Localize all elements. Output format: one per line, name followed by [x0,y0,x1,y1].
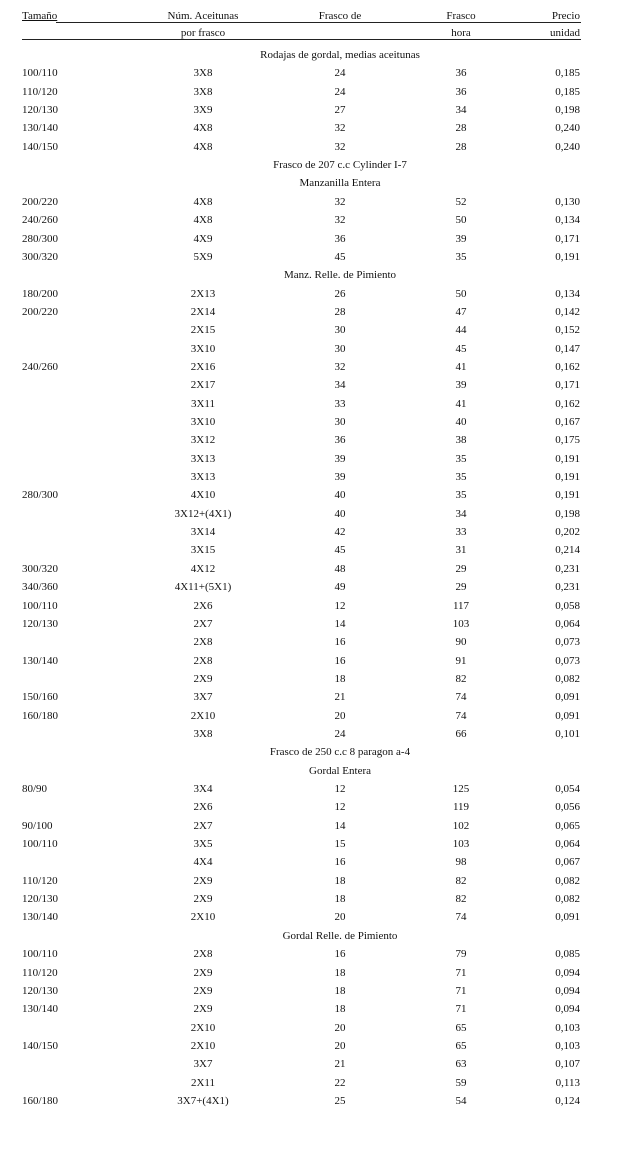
cell-jar-of: 42 [334,526,346,539]
cell-jar-of: 20 [334,911,346,924]
cell-jar-of: 32 [334,140,346,153]
cell-unit-price: 0,073 [555,654,580,667]
header-rule-top [56,22,581,23]
cell-size: 120/130 [22,104,59,117]
cell-jar-of: 12 [334,599,346,612]
cell-jars-per-hour: 117 [452,599,470,612]
cell-jars-per-hour: 34 [455,507,467,520]
cell-size: 120/130 [22,984,59,997]
cell-jars-per-hour: 66 [455,727,467,740]
cell-jar-of: 24 [334,67,346,80]
cell-jar-of: 36 [334,232,346,245]
cell-unit-price: 0,103 [555,1039,580,1052]
cell-num-olives: 2X8 [193,636,213,649]
cell-jars-per-hour: 71 [455,984,467,997]
cell-jars-per-hour: 103 [452,838,470,851]
cell-unit-price: 0,231 [555,581,580,594]
cell-unit-price: 0,231 [555,562,580,575]
cell-num-olives: 2X11 [190,1076,216,1089]
cell-jar-of: 27 [334,104,346,117]
cell-jars-per-hour: 63 [455,1058,467,1071]
cell-jar-of: 39 [334,471,346,484]
cell-num-olives: 2X10 [190,1039,216,1052]
cell-jars-per-hour: 35 [455,471,467,484]
cell-jars-per-hour: 34 [455,104,467,117]
cell-jars-per-hour: 65 [455,1039,467,1052]
cell-jar-of: 40 [334,507,346,520]
cell-unit-price: 0,240 [555,122,580,135]
cell-size: 200/220 [22,195,59,208]
cell-unit-price: 0,198 [555,104,580,117]
cell-unit-price: 0,094 [555,966,580,979]
cell-size: 280/300 [22,489,59,502]
cell-unit-price: 0,134 [555,287,580,300]
cell-num-olives: 3X8 [193,67,213,80]
cell-size: 110/120 [22,874,58,887]
cell-size: 100/110 [22,838,58,851]
cell-jar-of: 18 [334,1003,346,1016]
cell-unit-price: 0,113 [555,1076,580,1089]
header-size: Tamaño [22,10,58,22]
cell-jars-per-hour: 65 [455,1021,467,1034]
cell-jars-per-hour: 47 [455,305,467,318]
cell-jars-per-hour: 79 [455,948,467,961]
cell-jar-of: 20 [334,1021,346,1034]
cell-num-olives: 5X9 [193,250,213,263]
cell-num-olives: 2X10 [190,911,216,924]
cell-num-olives: 4X11+(5X1) [174,581,232,594]
header-price: Precio [551,10,580,22]
cell-jar-of: 16 [334,636,346,649]
cell-unit-price: 0,171 [555,379,580,392]
cell-jar-of: 33 [334,397,346,410]
cell-size: 340/360 [22,581,59,594]
cell-jars-per-hour: 35 [455,250,467,263]
header-hour: hora [451,27,471,39]
cell-jars-per-hour: 29 [455,562,467,575]
cell-num-olives: 2X9 [193,893,213,906]
cell-jars-per-hour: 71 [455,966,467,979]
cell-num-olives: 2X7 [193,617,213,630]
cell-size: 300/320 [22,250,59,263]
cell-size: 240/260 [22,360,59,373]
cell-jars-per-hour: 40 [455,416,467,428]
cell-jar-of: 34 [334,379,346,392]
cell-jar-of: 18 [334,672,346,685]
cell-size: 140/150 [22,1039,59,1052]
cell-jar-of: 48 [334,562,346,575]
cell-num-olives: 2X14 [190,305,216,318]
cell-jars-per-hour: 50 [455,214,467,227]
cell-jar-of: 24 [334,85,346,98]
cell-unit-price: 0,240 [555,140,580,153]
cell-size: 180/200 [22,287,59,300]
cell-jar-of: 12 [334,801,346,814]
cell-num-olives: 3X4 [193,783,213,795]
cell-unit-price: 0,056 [555,801,580,814]
cell-unit-price: 0,162 [555,397,580,410]
cell-unit-price: 0,064 [555,838,580,851]
cell-num-olives: 2X9 [193,966,213,979]
cell-size: 160/180 [22,709,59,722]
cell-size: 130/140 [22,654,59,667]
cell-unit-price: 0,152 [555,324,580,337]
cell-num-olives: 3X7 [193,691,213,704]
cell-jars-per-hour: 119 [452,801,470,814]
cell-unit-price: 0,185 [555,85,580,98]
cell-unit-price: 0,171 [555,232,580,245]
cell-unit-price: 0,101 [555,727,580,740]
cell-unit-price: 0,175 [555,434,580,447]
cell-jars-per-hour: 39 [455,379,467,392]
cell-jar-of: 30 [334,416,346,428]
cell-unit-price: 0,198 [555,507,580,520]
cell-unit-price: 0,142 [555,305,580,318]
cell-size: 300/320 [22,562,59,575]
cell-jars-per-hour: 71 [455,1003,467,1016]
section-heading: Gordal Relle. de Pimiento [282,929,398,942]
cell-unit-price: 0,067 [555,856,580,869]
cell-num-olives: 4X10 [190,489,216,502]
header-jar-of: Frasco de [318,10,362,22]
cell-jars-per-hour: 35 [455,489,467,502]
cell-num-olives: 2X7 [193,819,213,832]
cell-jar-of: 32 [334,122,346,135]
cell-jar-of: 18 [334,874,346,887]
cell-size: 160/180 [22,1094,59,1107]
cell-size: 150/160 [22,691,59,704]
cell-jar-of: 25 [334,1094,346,1107]
cell-unit-price: 0,103 [555,1021,580,1034]
cell-jars-per-hour: 90 [455,636,467,649]
cell-jars-per-hour: 98 [455,856,467,869]
cell-jars-per-hour: 44 [455,324,467,337]
cell-num-olives: 3X8 [193,85,213,98]
cell-jar-of: 14 [334,617,346,630]
cell-jars-per-hour: 36 [455,67,467,80]
cell-size: 120/130 [22,617,59,630]
cell-unit-price: 0,082 [555,874,580,887]
cell-num-olives: 4X8 [193,214,213,227]
cell-unit-price: 0,130 [555,195,580,208]
cell-jar-of: 15 [334,838,346,851]
cell-jar-of: 22 [334,1076,346,1089]
cell-size: 240/260 [22,214,59,227]
cell-num-olives: 4X12 [190,562,216,575]
cell-num-olives: 2X9 [193,984,213,997]
cell-jars-per-hour: 36 [455,85,467,98]
cell-jar-of: 32 [334,195,346,208]
cell-jar-of: 18 [334,893,346,906]
header-per-jar: por frasco [180,27,226,39]
cell-size: 130/140 [22,122,59,135]
cell-unit-price: 0,058 [555,599,580,612]
cell-num-olives: 2X10 [190,1021,216,1034]
cell-unit-price: 0,094 [555,1003,580,1016]
cell-jars-per-hour: 31 [455,544,467,557]
cell-unit-price: 0,147 [555,342,580,355]
section-heading: Frasco de 250 c.c 8 paragon a-4 [269,746,411,759]
cell-num-olives: 3X9 [193,104,213,117]
cell-num-olives: 3X10 [190,416,216,428]
cell-jars-per-hour: 82 [455,672,467,685]
section-heading: Frasco de 207 c.c Cylinder I-7 [273,159,407,172]
section-heading: Manzanilla Entera [299,177,381,190]
cell-jar-of: 16 [334,948,346,961]
cell-num-olives: 3X10 [190,342,216,355]
cell-jar-of: 14 [334,819,346,832]
cell-num-olives: 2X17 [190,379,216,392]
cell-unit-price: 0,167 [555,416,580,428]
cell-num-olives: 2X6 [193,599,213,612]
cell-num-olives: 3X11 [190,397,216,410]
cell-num-olives: 3X5 [193,838,213,851]
cell-unit-price: 0,107 [555,1058,580,1071]
cell-jars-per-hour: 102 [452,819,470,832]
cell-num-olives: 3X7+(4X1) [177,1094,229,1107]
cell-jars-per-hour: 38 [455,434,467,447]
cell-num-olives: 2X13 [190,287,216,300]
cell-num-olives: 3X8 [193,727,213,740]
cell-jar-of: 45 [334,544,346,557]
cell-num-olives: 4X4 [193,856,213,869]
cell-num-olives: 2X6 [193,801,213,814]
header-rule-bottom [22,39,581,40]
cell-jar-of: 30 [334,342,346,355]
cell-jars-per-hour: 82 [455,893,467,906]
cell-num-olives: 3X14 [190,526,216,539]
cell-jar-of: 45 [334,250,346,263]
cell-size: 80/90 [22,783,48,795]
cell-jars-per-hour: 29 [455,581,467,594]
cell-num-olives: 2X15 [190,324,216,337]
cell-num-olives: 3X15 [190,544,216,557]
cell-jar-of: 28 [334,305,346,318]
cell-size: 100/110 [22,599,58,612]
cell-jar-of: 32 [334,214,346,227]
cell-jars-per-hour: 33 [455,526,467,539]
cell-jars-per-hour: 45 [455,342,467,355]
cell-jars-per-hour: 91 [455,654,467,667]
cell-jars-per-hour: 39 [455,232,467,245]
header-num-olives: Núm. Aceitunas [167,10,239,22]
cell-num-olives: 2X8 [193,654,213,667]
cell-jar-of: 18 [334,984,346,997]
section-heading: Manz. Relle. de Pimiento [283,269,397,282]
cell-jar-of: 30 [334,324,346,337]
cell-size: 140/150 [22,140,59,153]
cell-jars-per-hour: 74 [455,691,467,704]
cell-size: 280/300 [22,232,59,245]
cell-unit-price: 0,094 [555,984,580,997]
cell-jars-per-hour: 82 [455,874,467,887]
cell-jars-per-hour: 74 [455,911,467,924]
cell-unit-price: 0,082 [555,893,580,906]
cell-unit-price: 0,214 [555,544,580,557]
cell-jar-of: 39 [334,452,346,465]
cell-jar-of: 21 [334,1058,346,1071]
cell-num-olives: 2X10 [190,709,216,722]
cell-unit-price: 0,091 [555,691,580,704]
cell-jars-per-hour: 28 [455,122,467,135]
cell-size: 100/110 [22,948,58,961]
cell-num-olives: 4X8 [193,195,213,208]
cell-num-olives: 4X8 [193,140,213,153]
cell-jar-of: 36 [334,434,346,447]
cell-unit-price: 0,134 [555,214,580,227]
cell-unit-price: 0,191 [555,489,580,502]
section-heading: Gordal Entera [309,764,371,777]
cell-num-olives: 2X9 [193,874,213,887]
header-jar: Frasco [446,10,476,22]
cell-size: 200/220 [22,305,59,318]
cell-unit-price: 0,064 [555,617,580,630]
cell-jar-of: 20 [334,1039,346,1052]
cell-jars-per-hour: 103 [452,617,470,630]
cell-unit-price: 0,124 [555,1094,580,1107]
cell-size: 110/120 [22,966,58,979]
cell-jar-of: 24 [334,727,346,740]
cell-jar-of: 12 [334,783,346,795]
cell-unit-price: 0,191 [555,250,580,263]
cell-num-olives: 3X7 [193,1058,213,1071]
cell-size: 130/140 [22,1003,59,1016]
cell-unit-price: 0,091 [555,911,580,924]
cell-unit-price: 0,191 [555,452,580,465]
cell-unit-price: 0,065 [555,819,580,832]
cell-jar-of: 32 [334,360,346,373]
cell-jars-per-hour: 35 [455,452,467,465]
cell-size: 110/120 [22,85,58,98]
cell-unit-price: 0,085 [555,948,580,961]
cell-unit-price: 0,191 [555,471,580,484]
cell-jars-per-hour: 74 [455,709,467,722]
cell-unit-price: 0,073 [555,636,580,649]
cell-size: 100/110 [22,67,58,80]
cell-jar-of: 49 [334,581,346,594]
cell-jar-of: 18 [334,966,346,979]
cell-jars-per-hour: 41 [455,360,467,373]
cell-jar-of: 20 [334,709,346,722]
cell-num-olives: 2X9 [193,1003,213,1016]
cell-jar-of: 16 [334,856,346,869]
cell-jar-of: 26 [334,287,346,300]
cell-unit-price: 0,091 [555,709,580,722]
cell-jars-per-hour: 125 [452,783,470,795]
cell-unit-price: 0,202 [555,526,580,539]
cell-num-olives: 3X12 [190,434,216,447]
cell-num-olives: 2X16 [190,360,216,373]
cell-jars-per-hour: 54 [455,1094,467,1107]
cell-jars-per-hour: 28 [455,140,467,153]
cell-jar-of: 21 [334,691,346,704]
cell-num-olives: 2X8 [193,948,213,961]
cell-num-olives: 3X12+(4X1) [174,507,232,520]
cell-unit-price: 0,185 [555,67,580,80]
cell-size: 90/100 [22,819,53,832]
cell-num-olives: 2X9 [193,672,213,685]
cell-jar-of: 40 [334,489,346,502]
cell-jars-per-hour: 59 [455,1076,467,1089]
cell-jars-per-hour: 50 [455,287,467,300]
cell-unit-price: 0,082 [555,672,580,685]
cell-unit-price: 0,162 [555,360,580,373]
cell-jars-per-hour: 52 [455,195,467,208]
cell-jars-per-hour: 41 [455,397,467,410]
cell-unit-price: 0,054 [555,783,580,795]
cell-num-olives: 3X13 [190,452,216,465]
cell-num-olives: 4X8 [193,122,213,135]
cell-jar-of: 16 [334,654,346,667]
cell-size: 130/140 [22,911,59,924]
cell-num-olives: 4X9 [193,232,213,245]
cell-num-olives: 3X13 [190,471,216,484]
section-heading: Rodajas de gordal, medias aceitunas [260,49,420,61]
cell-size: 120/130 [22,893,59,906]
header-unit: unidad [550,27,580,39]
